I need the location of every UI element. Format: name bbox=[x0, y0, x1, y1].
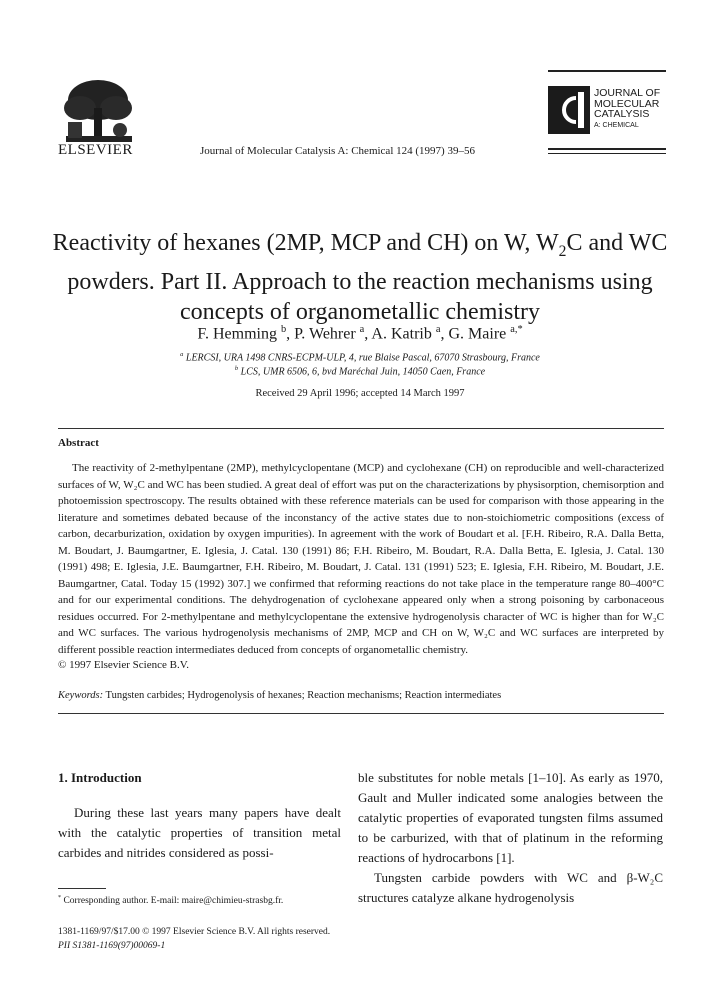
divider bbox=[58, 713, 664, 714]
footnote-rule bbox=[58, 888, 106, 889]
issn-line: 1381-1169/97/$17.00 © 1997 Elsevier Science B.V. All rights reserved. bbox=[58, 927, 331, 937]
footnote bbox=[58, 895, 283, 906]
title-text: Reactivity of hexanes (2MP, MCP and CH) on W, W bbox=[52, 230, 559, 256]
affiliation-text: LCS, UMR 6506, 6, bvd Maréchal Juin, 14050 Caen, France bbox=[240, 366, 486, 378]
elsevier-tree-logo bbox=[56, 78, 138, 144]
title-subscript: 2 bbox=[558, 242, 567, 260]
title-text: powders. Part II. Approach to the reaction mechanisms using bbox=[67, 268, 653, 295]
affiliation-b: $^b$ LCS, UMR 6506, 6, bvd Maréchal Juin, 14050 Caen, France bbox=[234, 365, 486, 378]
publisher-name: ELSEVIER bbox=[58, 142, 133, 158]
keywords-text: Tungsten carbides; Hydrogenolysis of hexanes; Reaction mechanisms; Reaction intermediates bbox=[105, 690, 502, 701]
received-dates: Received 29 April 1996; accepted 14 March 1997 bbox=[255, 388, 465, 399]
body-paragraph: During these last years many papers have dealt with the catalytic properties of transition metal carbides and nitrides considered as possi- bbox=[58, 805, 341, 860]
journal-logo-line: CATALYSIS bbox=[594, 108, 650, 120]
body-paragraph: Tungsten carbide powders with WC and β-W₂C structures catalyze alkane hydrogenolysis bbox=[358, 870, 663, 905]
section-heading: 1. Introduction bbox=[58, 770, 142, 785]
journal-reference: Journal of Molecular Catalysis A: Chemical 124 (1997) 39–56 bbox=[200, 145, 475, 157]
author-list: F. Hemming $^b$, P. Wehrer $^a$, A. Katrib $^a$, G. Maire $^{a,*}$ bbox=[197, 324, 523, 343]
abstract-copyright: © 1997 Elsevier Science B.V. bbox=[58, 659, 189, 671]
journal-logo-mark bbox=[548, 86, 590, 134]
journal-logo-subtitle: A: CHEMICAL bbox=[594, 121, 639, 129]
footnote-mark: * bbox=[58, 895, 62, 901]
article-title bbox=[40, 228, 680, 327]
footnote-text: Corresponding author. E-mail: maire@chimieu-strasbg.fr. bbox=[63, 896, 284, 907]
author-name: A. Katrib bbox=[371, 325, 432, 343]
divider bbox=[58, 428, 664, 429]
abstract-heading: Abstract bbox=[58, 437, 99, 449]
journal-logo-line: JOURNAL OF bbox=[594, 87, 661, 99]
author-affiliation-mark: a bbox=[435, 324, 441, 335]
author-affiliation-mark: b bbox=[280, 324, 287, 335]
journal-logo-rule bbox=[548, 148, 666, 150]
title-text: C and WC bbox=[566, 230, 668, 256]
title-text: concepts of organometallic chemistry bbox=[179, 298, 541, 325]
body-paragraph: ble substitutes for noble metals [1–10]. As early as 1970, Gault and Muller indicated some analogies between the catalytic properties of evaporated tungsten films assumed to be carburized, with that of platinum in the reforming reactions of hydrocarbons [1]. bbox=[358, 770, 663, 865]
affiliation-a: $^a$ LERCSI, URA 1498 CNRS-ECPM-ULP, 4, rue Blaise Pascal, 67070 Strasbourg, France bbox=[180, 351, 540, 364]
abstract-text: The reactivity of 2-methylpentane (2MP), methylcyclopentane (MCP) and cyclohexane (CH) on reproducible and well-characterized surfaces of W, W₂C and WC has been studied. A great deal of effort was put on the characterizations by physisorption, chemisorption and photoemission spectroscopy. The results obtained with these reference materials can be used for comparison with those appearing in the literature and sometimes debated because of the inconstancy of the active states due to non-stoichiometric compositions (excess of carbon, decarburization, oxidation by oxygen impurities). In agreement with the work of Boudart et al. [F.H. Ribeiro, R.A. Dalla Betta, M. Boudart, J. Baumgartner, E. Iglesia, J. Catal. 130 (1991) 86; F.H. Ribeiro, M. Boudart, R.A. Dalla Betta, E. Iglesia, J. Catal. 130 (1991) 498; E. Iglesia, J.E. Baumgartner, F.H. Ribeiro, M. Boudart, J. Catal. 131 (1991) 523; E. Iglesia, F.H. Ribeiro, M. Boudart, J.E. Baumgartner, Catal. Today 15 (1992) 307.] we confirmed that reforming reactions do not take place in the temperature range 80–400°C and for our experimental conditions. The dehydrogenation of cyclohexane appeared only when a strong poisoning by carbonaceous residues occurred. For 2-methylpentane and methylcyclopentane the extensive hydrogenolysis character of WC is higher than for W₂C and WC surfaces. The various hydrogenolysis mechanisms of 2MP, MCP and CH on W, W₂C and WC surfaces are interpreted by different possible reaction intermediates deduced from concepts of organometallic chemistry. bbox=[58, 462, 664, 656]
affiliation-text: LERCSI, URA 1498 CNRS-ECPM-ULP, 4, rue Blaise Pascal, 67070 Strasbourg, France bbox=[185, 352, 540, 364]
journal-logo-rule bbox=[548, 70, 666, 72]
journal-logo-rule bbox=[548, 153, 666, 154]
author-affiliation-mark: a bbox=[359, 324, 365, 335]
keywords-label: Keywords: bbox=[58, 690, 104, 701]
author-name: G. Maire bbox=[448, 325, 507, 343]
author-name: P. Wehrer bbox=[294, 325, 356, 343]
right-column bbox=[358, 768, 663, 908]
journal-logo-line: MOLECULAR bbox=[594, 97, 660, 110]
pii-line: PII S1381-1169(97)00069-1 bbox=[58, 941, 166, 951]
author-affiliation-mark: a,* bbox=[510, 324, 523, 335]
journal-logo-text bbox=[594, 88, 660, 131]
author-name: F. Hemming bbox=[197, 325, 277, 343]
keywords bbox=[58, 690, 501, 701]
